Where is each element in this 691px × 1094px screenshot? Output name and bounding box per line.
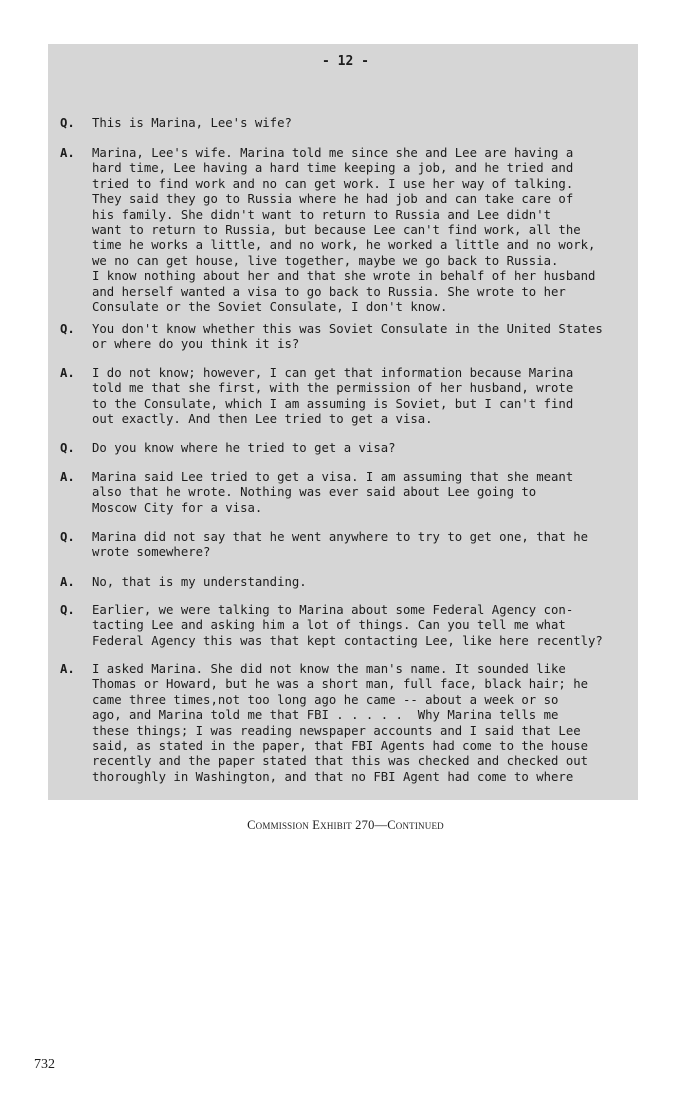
qa-label: A.	[60, 470, 75, 484]
qa-text: Do you know where he tried to get a visa?	[92, 441, 396, 455]
qa-label: A.	[60, 366, 75, 380]
qa-text: Marina said Lee tried to get a visa. I am assuming that she meant also that he wrote. Nothing was ever said about Lee going to Moscow City for a visa.	[92, 470, 574, 515]
qa-label: Q.	[60, 603, 75, 617]
qa-text: Marina did not say that he went anywhere to try to get one, that he wrote somewhere?	[92, 530, 589, 560]
page-number: - 12 -	[322, 54, 369, 69]
qa-text: You don't know whether this was Soviet Consulate in the United States or where do you think it is?	[92, 322, 603, 352]
qa-text: This is Marina, Lee's wife?	[92, 116, 292, 130]
qa-label: A.	[60, 146, 75, 160]
qa-label: Q.	[60, 116, 75, 130]
qa-text: I asked Marina. She did not know the man's name. It sounded like Thomas or Howard, but he was a short man, full face, black hair; he came three times,not too long ago he came -- about a week or so ago, and Marina told me that FBI . . . . . Why Marina tells me these things; I was reading newspaper accounts and I said that Lee said, as stated in the paper, that FBI Agents had come to the house recently and the paper stated that this was checked and checked out thoroughly in Washington, and that no FBI Agent had come to where	[92, 662, 589, 784]
qa-label: Q.	[60, 322, 75, 336]
exhibit-caption: Commission Exhibit 270—Continued	[247, 818, 444, 832]
qa-label: A.	[60, 575, 75, 589]
qa-text: Marina, Lee's wife. Marina told me since she and Lee are having a hard time, Lee having a hard time keeping a job, and he tried and tried to find work and no can get work. I use her way of talking. They said they go to Russia where he had job and can take care of his family. She didn't want to return to Russia and Lee didn't want to return to Russia, but because Lee can't find work, all the time he works a little, and no work, he worked a little and no work, we no can get house, live together, maybe we go back to Russia. I know nothing about her and that she wrote in behalf of her husband and herself wanted a visa to go back to Russia. She wrote to her Consulate or the Soviet Consulate, I don't know.	[92, 146, 596, 315]
qa-label: A.	[60, 662, 75, 676]
qa-label: Q.	[60, 530, 75, 544]
qa-text: Earlier, we were talking to Marina about some Federal Agency con- tacting Lee and asking him a lot of things. Can you tell me what Federal Agency this was that kept contacting Lee, like here recently?	[92, 603, 603, 648]
qa-text: No, that is my understanding.	[92, 575, 307, 589]
qa-text: I do not know; however, I can get that information because Marina told me that she first, with the permission of her husband, wrote to the Consulate, which I am assuming is Soviet, but I can't find out exactly. And then Lee tried to get a visa.	[92, 366, 574, 427]
folio-page-number: 732	[34, 1057, 55, 1072]
qa-label: Q.	[60, 441, 75, 455]
